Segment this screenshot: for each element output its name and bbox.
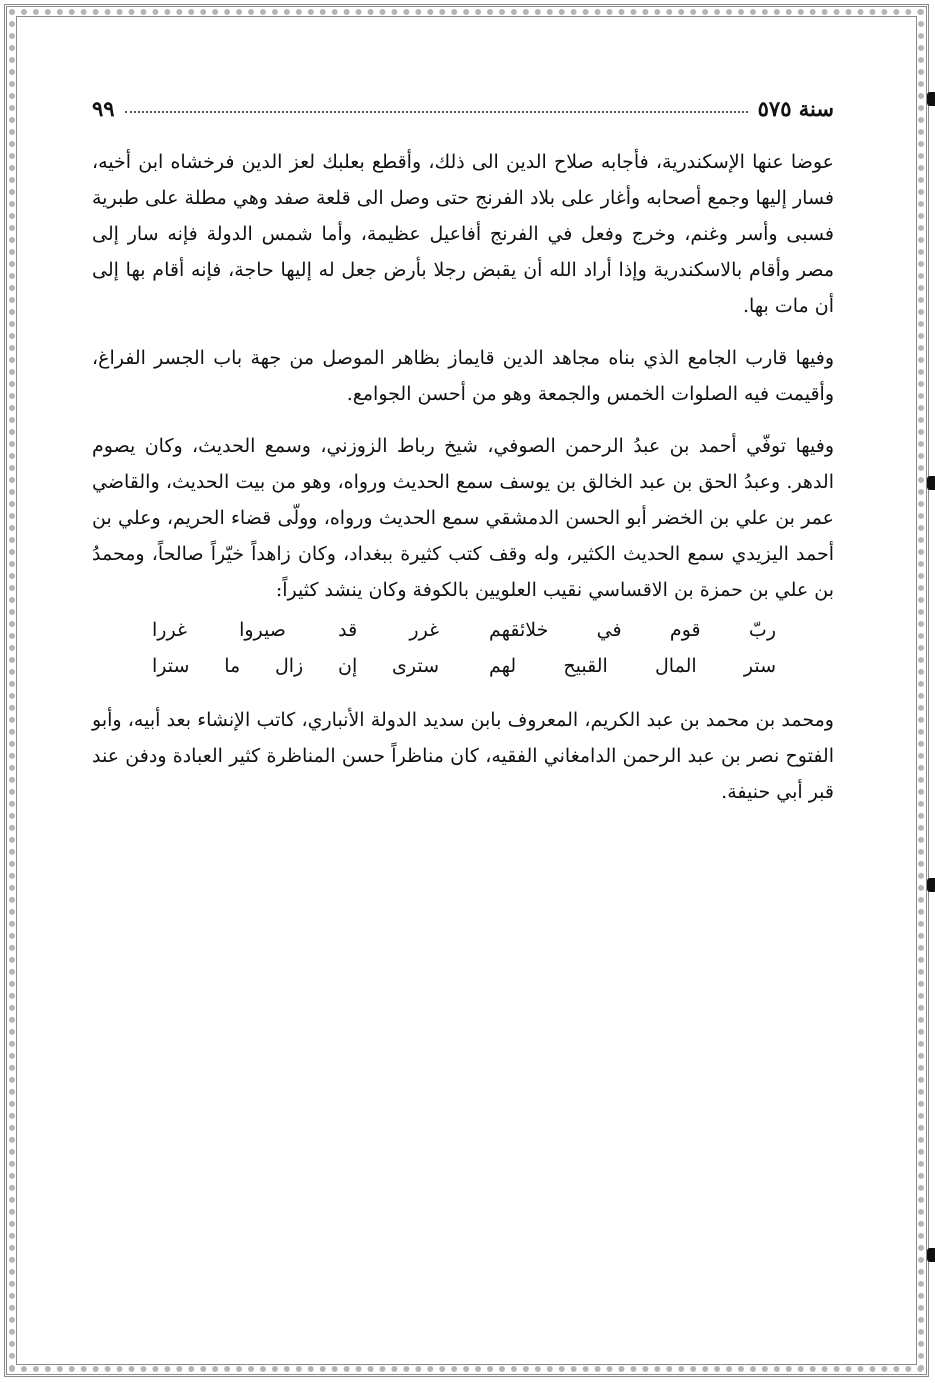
margin-mark	[927, 878, 935, 892]
poem	[92, 612, 834, 684]
leader-dots	[125, 111, 748, 113]
margin-mark	[927, 92, 935, 106]
page-header	[92, 90, 834, 126]
page-number: ٩٩	[92, 95, 115, 121]
margin-mark	[927, 476, 935, 490]
verse-second-hemistich: سترى إن زال ما سترا	[152, 655, 440, 677]
paragraph: وفيها قارب الجامع الذي بناه مجاهد الدين قايماز بظاهر الموصل من جهة باب الجسر الفراغ، وأقيمت فيه الصلوات الخمس والجمعة وهو من أحسن الجوامع.	[92, 347, 834, 405]
verse-second-hemistich: غرر قد صيروا غررا	[152, 619, 440, 641]
verse-line	[92, 648, 834, 684]
paragraph: وفيها توفّي أحمد بن عبدُ الرحمن الصوفي، شيخ رباط الزوزني، وسمع الحديث، وكان يصوم الدهر. وعبدُ الحق بن عبد الخالق بن يوسف سمع الحديث ورواه، وهو من بيت الحديث، والقاضي عمر بن علي بن الخضر أبو الحسن الدمشقي سمع الحديث ورواه، وولّى قضاء الحريم، وعلي بن أحمد اليزيدي سمع الحديث الكثير، وله وقف كتب كثيرة ببغداد، وكان زاهداً خيّراً صالحاً، ومحمدُ بن علي بن حمزة بن الاقساسي نقيب العلويين بالكوفة وكان ينشد كثيراً:	[92, 435, 834, 601]
paragraph: ومحمد بن محمد بن عبد الكريم، المعروف بابن سديد الدولة الأنباري، كاتب الإنشاء بعد أبيه، وأبو الفتوح نصر بن عبد الرحمن الدامغاني الفقيه، كان مناظراً حسن المناظرة كثير العبادة ودفن عند قبر أبي حنيفة.	[92, 709, 834, 803]
paragraph: عوضا عنها الإسكندرية، فأجابه صلاح الدين الى ذلك، وأقطع بعلبك لعز الدين فرخشاه ابن أخيه، فسار إليها وجمع أصحابه وأغار على بلاد الفرنج حتى وصل الى قلعة صفد وهي مطلة على طبرية فسبى وأسر وغنم، وخرج وفعل في الفرنج أفاعيل عظيمة، وأما شمس الدولة فإنه سار إلى مصر وأقام بالاسكندرية وإذا أراد الله أن يقبض رجلا بأرض جعل له إليها حاجة، فإنه أقام بها إلى أن مات بها.	[92, 151, 834, 317]
year-label: سنة ٥٧٥	[757, 95, 834, 121]
margin-mark	[927, 1248, 935, 1262]
page-body	[92, 144, 834, 826]
verse-first-hemistich: ستر المال القبيح لهم	[488, 655, 776, 677]
verse-line	[92, 612, 834, 648]
verse-first-hemistich: ربّ قوم في خلائقهم	[488, 619, 776, 641]
